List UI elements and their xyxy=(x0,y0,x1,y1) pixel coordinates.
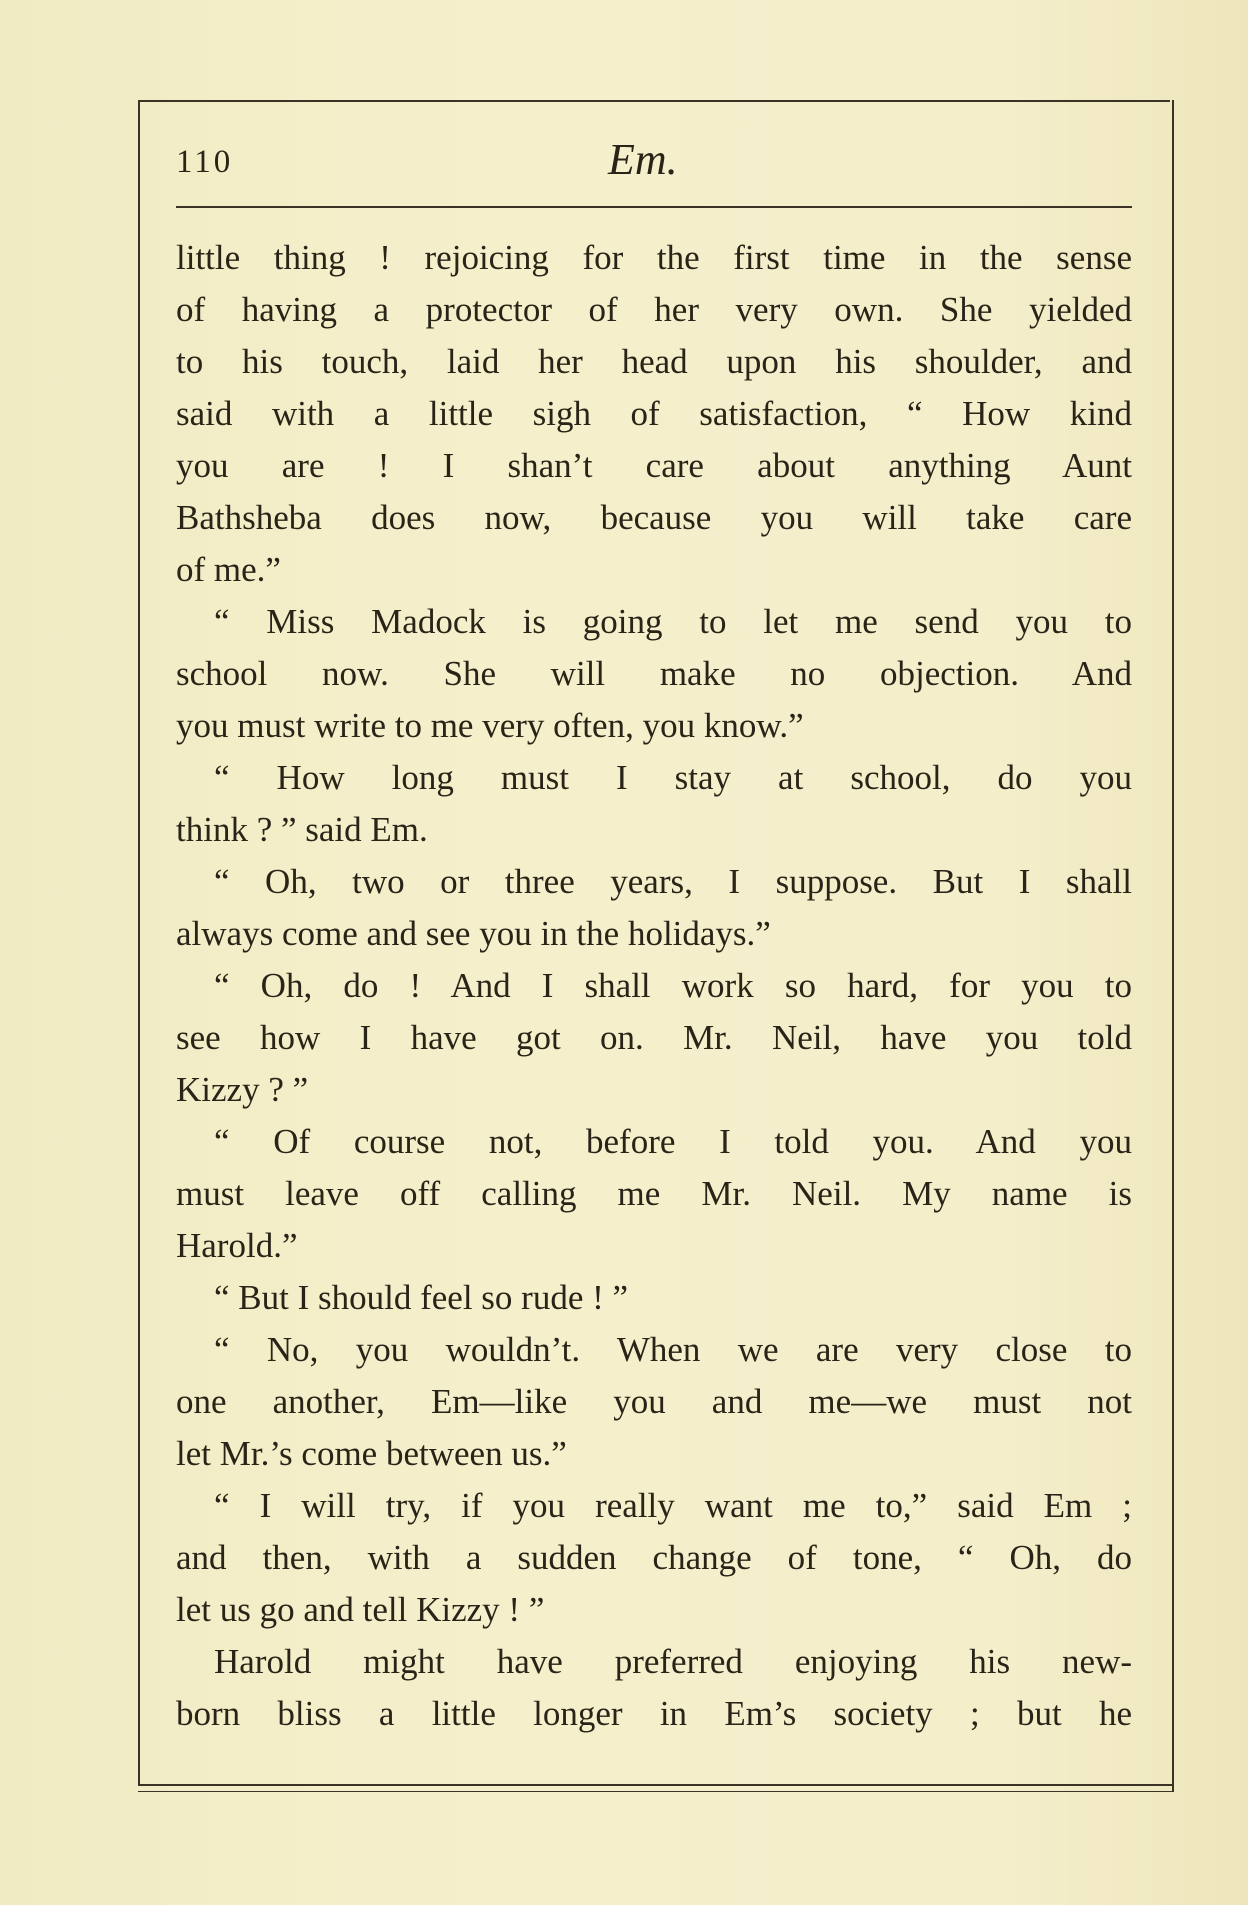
text-line: Bathsheba does now, because you will take care xyxy=(176,498,1132,537)
text-line: of having a protector of her very own. She yielded xyxy=(176,290,1132,329)
text-line: “ Oh, two or three years, I suppose. But I shall xyxy=(214,862,1132,901)
page-frame-bottom-rule xyxy=(138,1791,1174,1792)
text-line: “ Miss Madock is going to let me send you to xyxy=(214,602,1132,641)
text-line: said with a little sigh of satisfaction, “ How kind xyxy=(176,394,1132,433)
running-title: Em. xyxy=(608,135,678,184)
page-frame-bottom-border xyxy=(138,1784,1174,1786)
text-line: of me.” xyxy=(176,550,281,589)
page-frame-left-border xyxy=(138,100,140,1784)
text-line: Kizzy ? ” xyxy=(176,1070,309,1109)
text-line: see how I have got on. Mr. Neil, have you told xyxy=(176,1018,1132,1057)
text-line: Harold.” xyxy=(176,1226,298,1265)
text-line: “ How long must I stay at school, do you xyxy=(214,758,1132,797)
text-line: always come and see you in the holidays.” xyxy=(176,914,771,953)
text-line: you are ! I shan’t care about anything Aunt xyxy=(176,446,1132,485)
text-line: think ? ” said Em. xyxy=(176,810,428,849)
text-line: “ Of course not, before I told you. And you xyxy=(214,1122,1132,1161)
text-line: “ I will try, if you really want me to,” said Em ; xyxy=(214,1486,1132,1525)
page-frame-top-border xyxy=(138,100,1170,102)
text-line: you must write to me very often, you know.” xyxy=(176,706,804,745)
text-line: “ Oh, do ! And I shall work so hard, for you to xyxy=(214,966,1132,1005)
running-header xyxy=(176,134,1132,194)
text-line: let Mr.’s come between us.” xyxy=(176,1434,567,1473)
text-line: “ No, you wouldn’t. When we are very close to xyxy=(214,1330,1132,1369)
text-line: “ But I should feel so rude ! ” xyxy=(214,1278,629,1317)
text-line: born bliss a little longer in Em’s society ; but he xyxy=(176,1694,1132,1733)
text-line: let us go and tell Kizzy ! ” xyxy=(176,1590,545,1629)
page-frame-right-border xyxy=(1172,100,1174,1792)
page-number: 110 xyxy=(176,144,234,180)
text-line: school now. She will make no objection. And xyxy=(176,654,1132,693)
text-line: one another, Em—like you and me—we must not xyxy=(176,1382,1132,1421)
text-line: and then, with a sudden change of tone, “ Oh, do xyxy=(176,1538,1132,1577)
text-line: Harold might have preferred enjoying his new- xyxy=(214,1642,1132,1681)
text-line: to his touch, laid her head upon his shoulder, and xyxy=(176,342,1132,381)
text-line: little thing ! rejoicing for the first time in the sense xyxy=(176,238,1132,277)
body-text xyxy=(176,232,1132,1740)
header-rule xyxy=(176,206,1132,208)
text-line: must leave off calling me Mr. Neil. My name is xyxy=(176,1174,1132,1213)
